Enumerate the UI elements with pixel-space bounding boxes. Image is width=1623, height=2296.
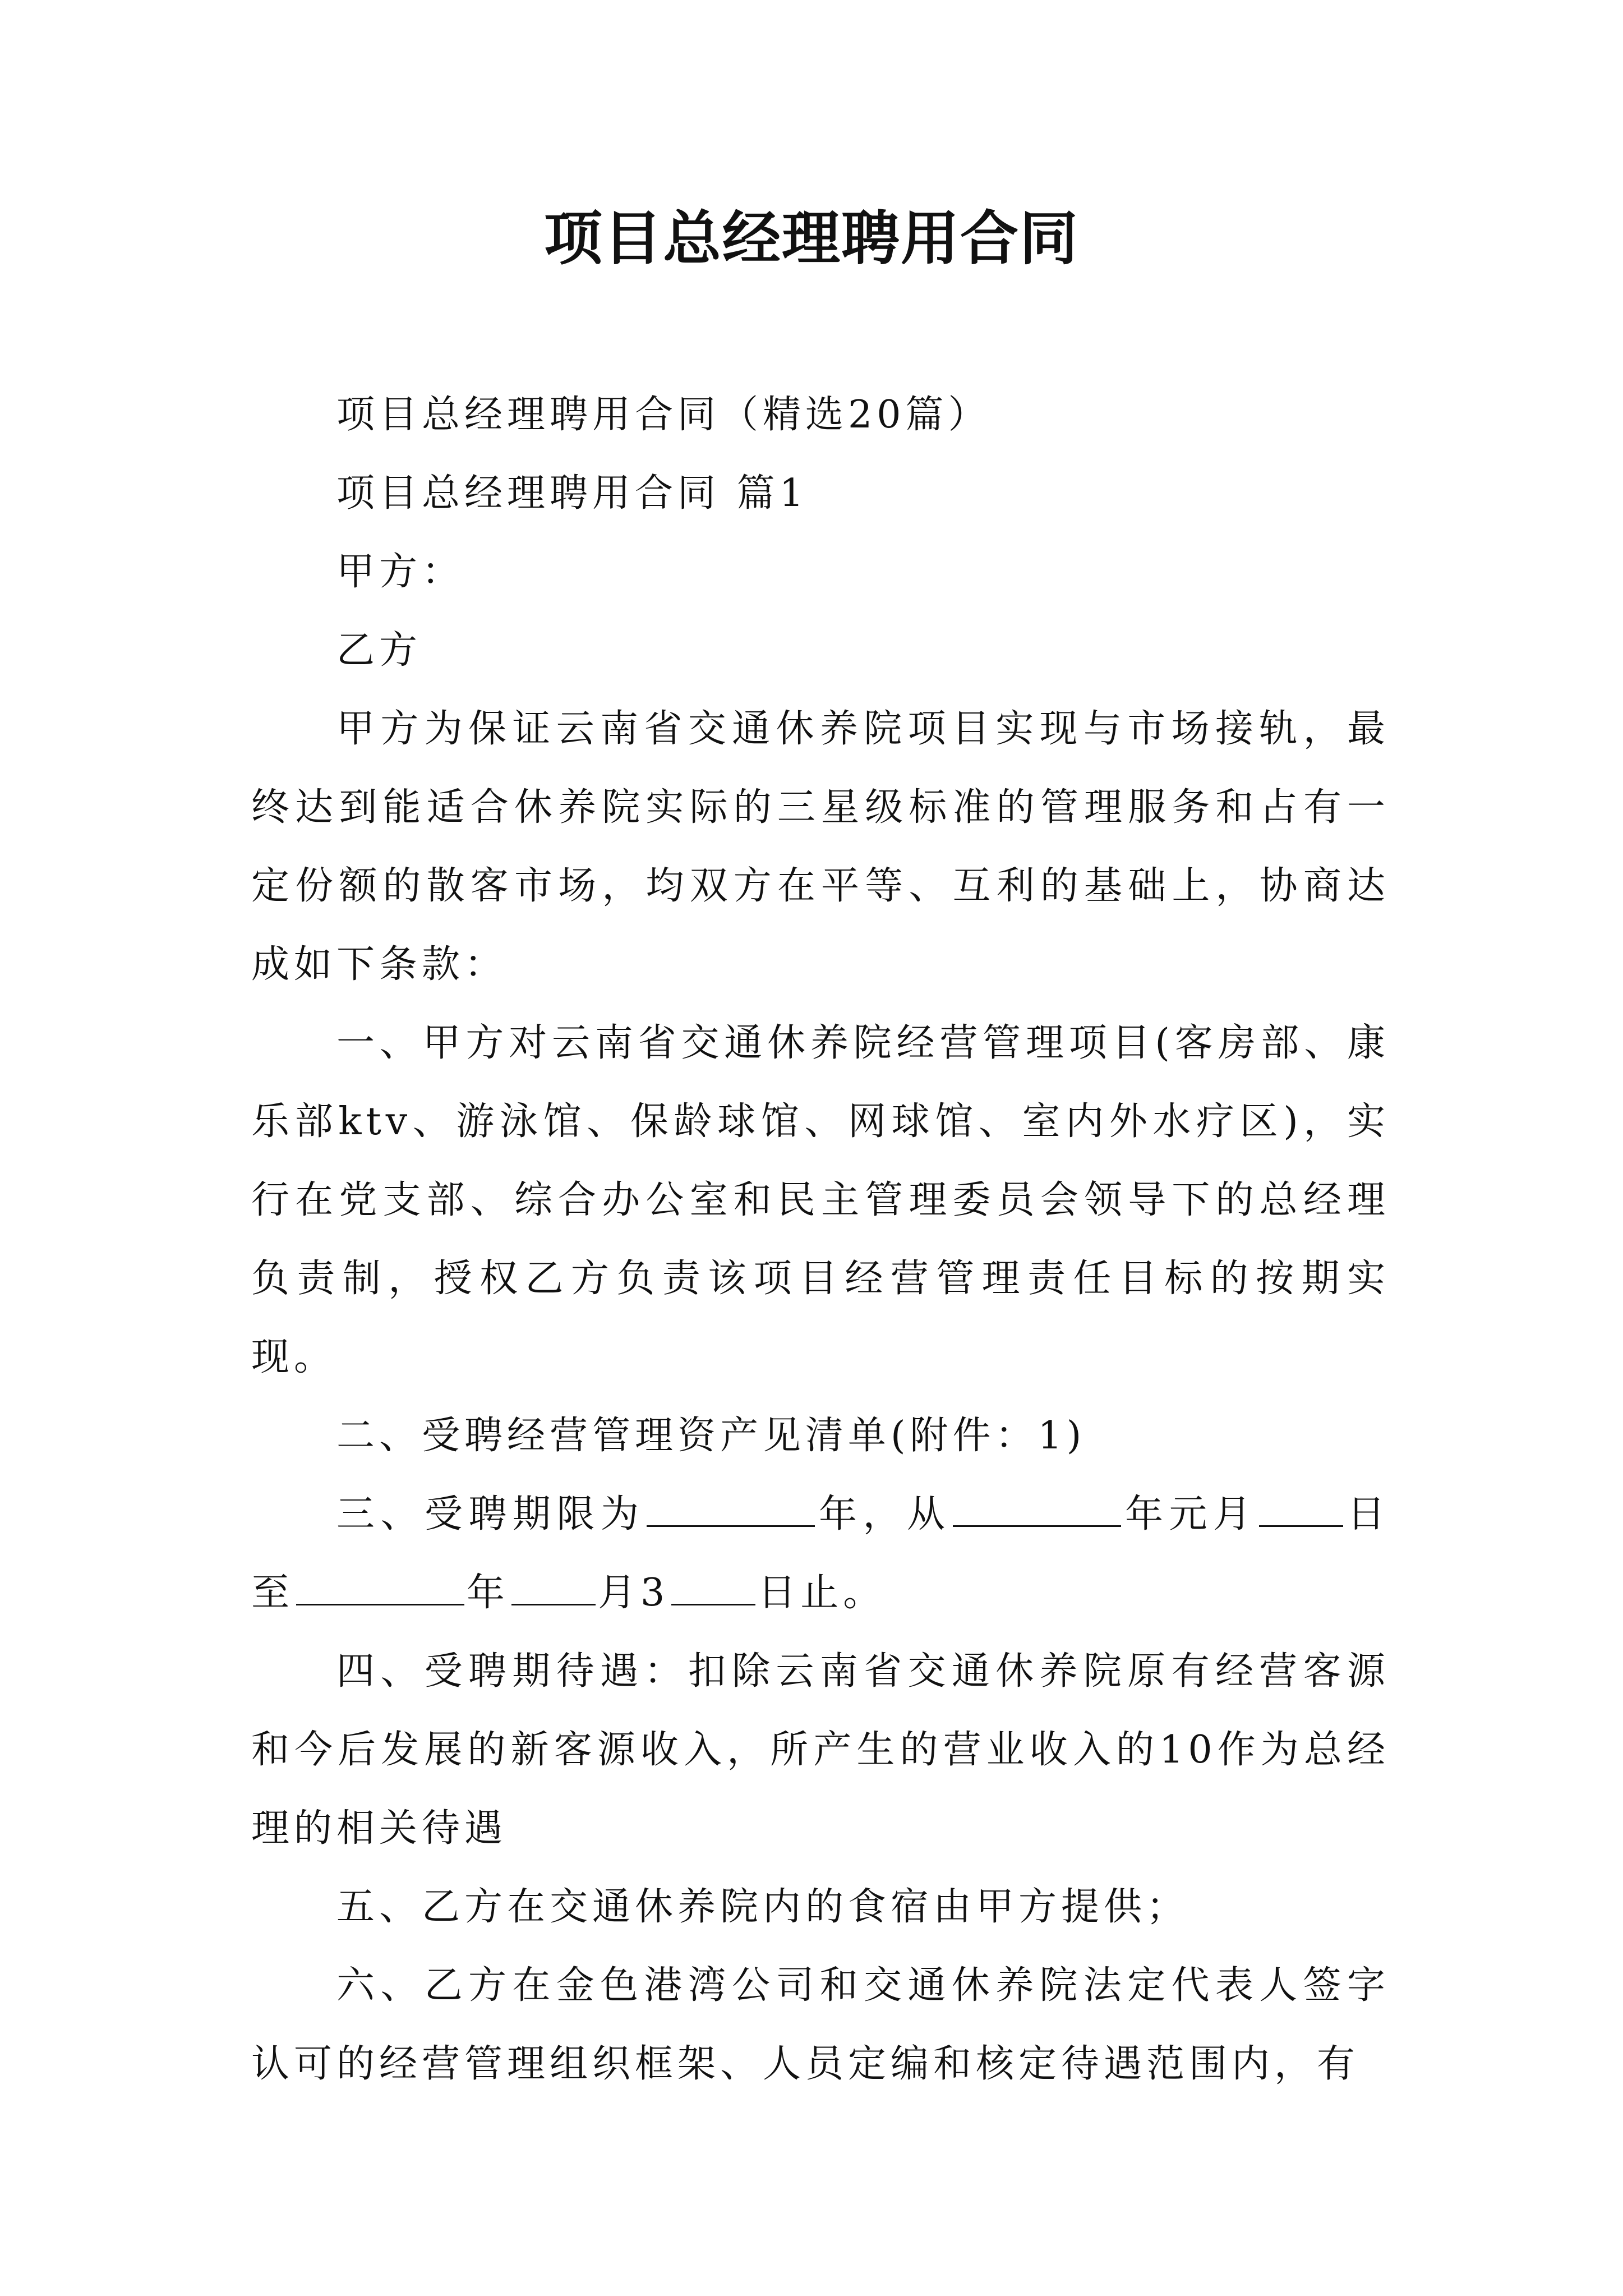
party-b-label: 乙方 [336, 628, 422, 673]
blank-field-end-year [296, 1570, 464, 1605]
party-a-label: 甲方： [336, 550, 465, 594]
clause-6: 六、乙方在金色港湾公司和交通休养院法定代表人签字认可的经营管理组织框架、人员定编和核定待遇范围内，有 [251, 1963, 1390, 2086]
clause-5: 五、乙方在交通休养院内的食宿由甲方提供； [336, 1885, 1189, 1929]
clause-2: 二、受聘经营管理资产见清单(附件：1) [336, 1414, 1086, 1458]
blank-field-years [647, 1492, 815, 1527]
clause-3-text-3: 年元月 [1123, 1492, 1257, 1536]
blank-field-start-day [1259, 1492, 1343, 1527]
clause-1: 一、甲方对云南省交通休养院经营管理项目(客房部、康乐部ktv、游泳馆、保龄球馆、网球馆、室内外水疗区)，实行在党支部、综合办公室和民主管理委员会领导下的总经理负责制，授权乙方负责该项目经营管理责任目标的按期实现。 [251, 1021, 1390, 1379]
clause-3-text-2: 年，从 [817, 1492, 951, 1536]
blank-field-start-year [953, 1492, 1121, 1527]
clause-3-text-6: 月3 [598, 1571, 670, 1615]
subtitle: 项目总经理聘用合同（精选20篇） [336, 393, 991, 437]
blank-field-end-month [511, 1570, 596, 1605]
section-heading: 项目总经理聘用合同 篇1 [336, 471, 808, 516]
clause-3-text-1: 三、受聘期限为 [336, 1492, 645, 1536]
clause-3 [251, 1475, 1390, 1632]
document-body [251, 376, 1390, 2104]
clause-3-text-4: 日至 [251, 1492, 1390, 1615]
intro-paragraph: 甲方为保证云南省交通休养院项目实现与市场接轨，最终达到能适合休养院实际的三星级标准的管理服务和占有一定份额的散客市场，均双方在平等、互利的基础上，协商达成如下条款： [251, 707, 1390, 987]
clause-3-text-5: 年 [467, 1571, 510, 1615]
clause-3-text-7: 日止。 [758, 1571, 886, 1615]
document-title: 项目总经理聘用合同 [543, 204, 1079, 273]
clause-4: 四、受聘期待遇：扣除云南省交通休养院原有经营客源和今后发展的新客源收入，所产生的营业收入的10作为总经理的相关待遇 [251, 1649, 1390, 1851]
blank-field-end-day [671, 1570, 755, 1605]
